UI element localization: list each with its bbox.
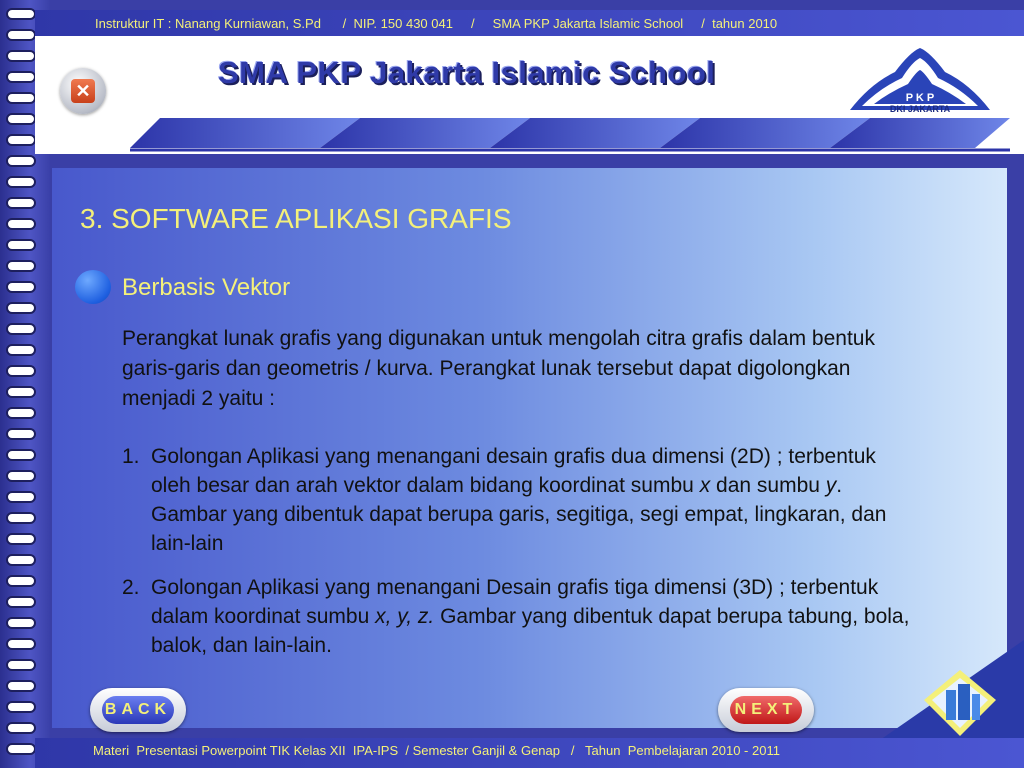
- binder-ring: [6, 743, 36, 755]
- next-button[interactable]: [718, 688, 814, 732]
- close-icon: ✕: [71, 79, 95, 103]
- back-button[interactable]: [90, 688, 186, 732]
- binder-ring: [6, 575, 36, 587]
- binder-ring: [6, 50, 36, 62]
- binder-ring: [6, 659, 36, 671]
- back-button-label: BACK: [102, 696, 174, 724]
- binder-ring: [6, 701, 36, 713]
- binder-ring: [6, 71, 36, 83]
- binder-ring: [6, 260, 36, 272]
- page-title: SMA PKP Jakarta Islamic School: [218, 55, 716, 90]
- slide-heading: 3. SOFTWARE APLIKASI GRAFIS: [80, 203, 512, 234]
- binder-ring: [6, 680, 36, 692]
- binder-ring: [6, 428, 36, 440]
- school-logo-icon: [840, 44, 1000, 114]
- binder-ring: [6, 533, 36, 545]
- binder-ring: [6, 491, 36, 503]
- list-item-number: 1.: [122, 445, 140, 468]
- slide-subheading: Berbasis Vektor: [122, 274, 291, 301]
- close-button[interactable]: [60, 68, 106, 114]
- binder-ring: [6, 113, 36, 125]
- binder-ring: [6, 344, 36, 356]
- binder-ring: [6, 512, 36, 524]
- binder-ring: [6, 281, 36, 293]
- next-button-label: NEXT: [730, 696, 802, 724]
- bullet-icon: [75, 270, 111, 304]
- building-icon: [880, 640, 1024, 740]
- header-stripes: [130, 118, 1010, 154]
- list-item-text: Golongan Aplikasi yang menangani Desain grafis tiga dimensi (3D) ; terbentuk dalam koordinat sumbu x, y, z. Gambar yang dibentuk dapat berupa tabung, bola, balok, dan lain-lain.: [151, 576, 910, 657]
- binder-ring: [6, 449, 36, 461]
- footer-info-text: Materi Presentasi Powerpoint TIK Kelas XII IPA-IPS / Semester Ganjil & Genap / Tahun Pembelajaran 2010 - 2011: [93, 743, 780, 758]
- binder-ring: [6, 92, 36, 104]
- list-item-text: Golongan Aplikasi yang menangani desain grafis dua dimensi (2D) ; terbentuk oleh besar dan arah vektor dalam bidang koordinat sumbu x dan sumbu y. Gambar yang dibentuk dapat berupa garis, segitiga, segi empat, lingkaran, dan lain-lain: [151, 445, 887, 555]
- binder-ring: [6, 239, 36, 251]
- binder-ring: [6, 176, 36, 188]
- binder-ring: [6, 323, 36, 335]
- binder-ring: [6, 554, 36, 566]
- binder-ring: [6, 386, 36, 398]
- binder-ring: [6, 638, 36, 650]
- binder-ring: [6, 134, 36, 146]
- binder-ring: [6, 365, 36, 377]
- binder-ring: [6, 407, 36, 419]
- binder-ring: [6, 302, 36, 314]
- binder-ring: [6, 617, 36, 629]
- binder-ring: [6, 218, 36, 230]
- binder-ring: [6, 722, 36, 734]
- binder-ring: [6, 29, 36, 41]
- top-info-text: Instruktur IT : Nanang Kurniawan, S.Pd / NIP. 150 430 041 / SMA PKP Jakarta Islamic School / tahun 2010: [95, 16, 778, 31]
- binder-ring: [6, 155, 36, 167]
- binder-ring: [6, 8, 36, 20]
- binder-ring: [6, 596, 36, 608]
- list-item-number: 2.: [122, 576, 140, 599]
- binder-ring: [6, 197, 36, 209]
- logo-text-top: P K P: [905, 92, 935, 104]
- binder-ring: [6, 470, 36, 482]
- logo-text-bottom: DKI JAKARTA: [889, 104, 951, 114]
- intro-paragraph: Perangkat lunak grafis yang digunakan untuk mengolah citra grafis dalam bentuk garis-garis dan geometris / kurva. Perangkat lunak tersebut dapat digolongkan menjadi 2 yaitu :: [122, 327, 875, 410]
